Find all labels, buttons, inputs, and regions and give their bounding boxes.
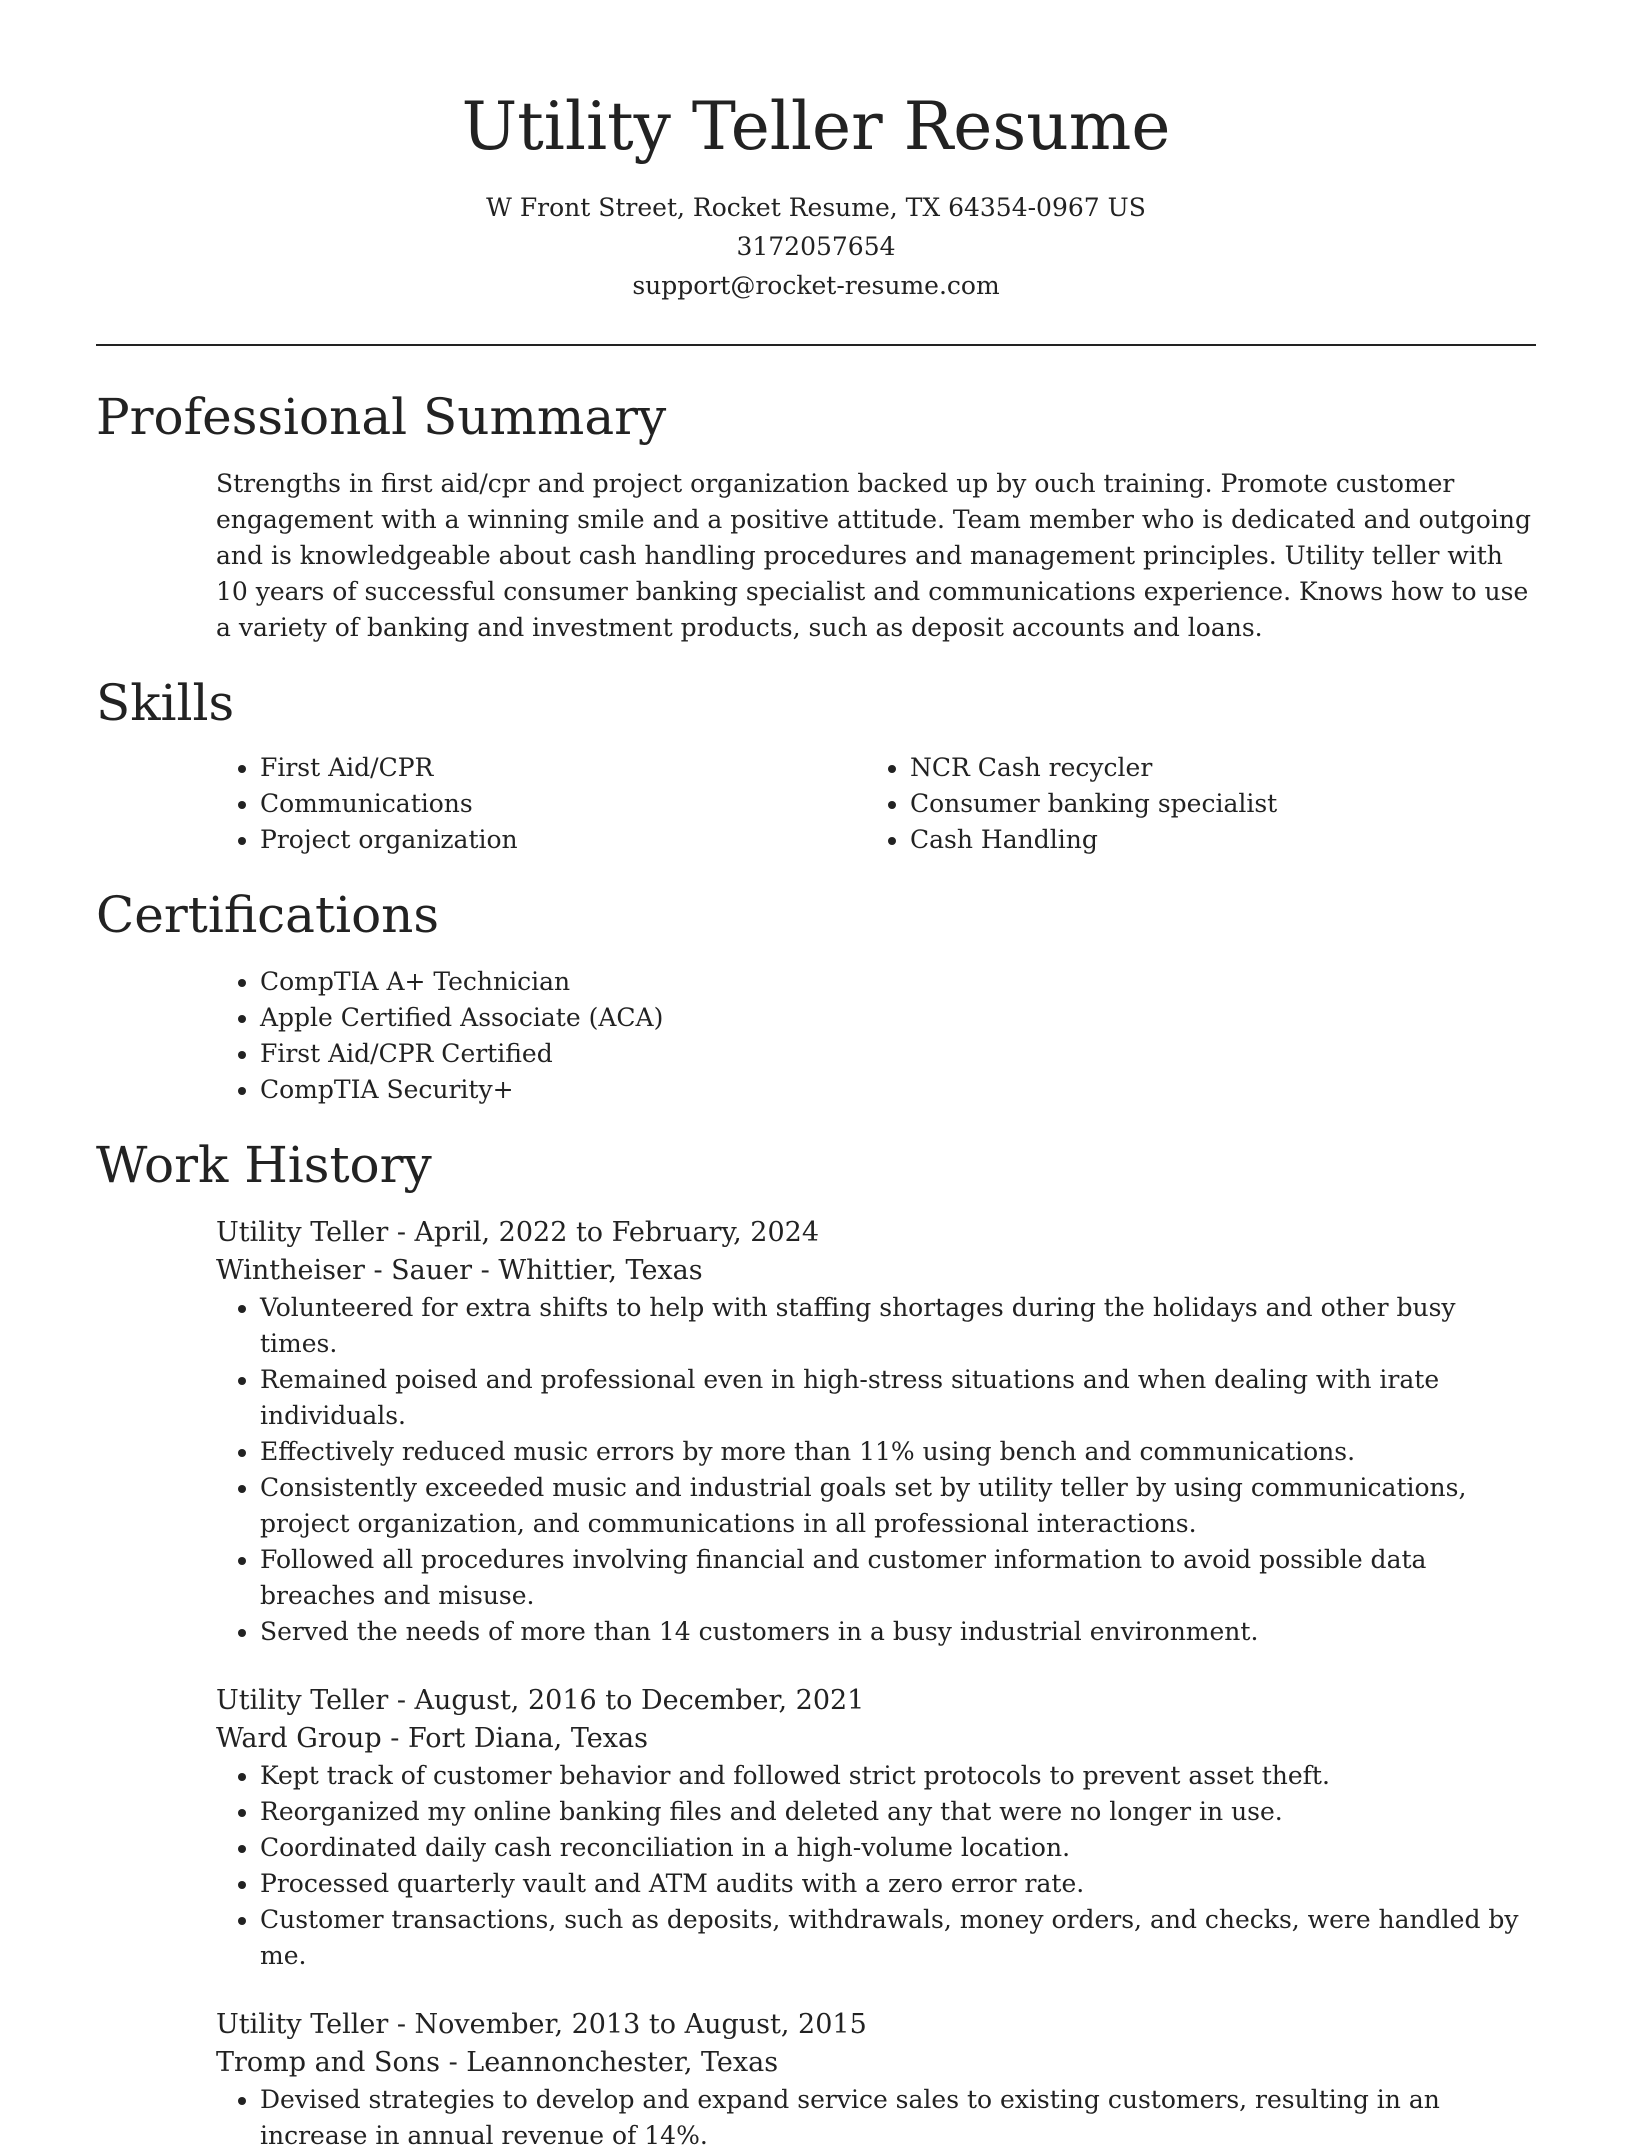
job-bullet: • Reorganized my online banking files and deleted any that were no longer in use. <box>260 1794 1536 1830</box>
job-bullet: • Effectively reduced music errors by more than 11% using bench and communications. <box>260 1434 1536 1470</box>
summary-text: Strengths in first aid/cpr and project organization backed up by ouch training. Promote customer engagement with a winning smile and a positive attitude. Team member who is dedicated and outgoing and is knowledgeable about cash handling procedures and management principles. Utility teller with 10 years of successful consumer banking specialist and communications experience. Knows how to use a variety of banking and investment products, such as deposit accounts and loans. <box>216 469 1531 642</box>
skills-heading: Skills <box>96 674 235 732</box>
job-entry <box>216 1682 1536 1974</box>
job-bullets <box>216 1290 1536 1650</box>
certifications-list <box>216 964 1536 1108</box>
work-history-heading: Work History <box>96 1136 432 1194</box>
job-company-line: Ward Group - Fort Diana, Texas <box>216 1723 648 1754</box>
skill-item: • Consumer banking specialist <box>910 786 1516 822</box>
job-entry <box>216 2006 1536 2154</box>
work-history-section <box>216 1214 1536 2154</box>
job-bullet: • Kept track of customer behavior and followed strict protocols to prevent asset theft. <box>260 1758 1536 1794</box>
header-divider <box>96 344 1536 346</box>
resume-title: Utility Teller Resume <box>461 88 1171 165</box>
phone: 3172057654 <box>736 232 896 261</box>
job-bullets <box>216 1758 1536 1974</box>
skills-column-right <box>866 750 1516 858</box>
certification-item: • CompTIA A+ Technician <box>260 964 1536 1000</box>
job-title-line: Utility Teller - November, 2013 to August, 2015 <box>216 2009 867 2040</box>
skill-item: • Project organization <box>260 822 866 858</box>
job-bullet: • Coordinated daily cash reconciliation in a high-volume location. <box>260 1830 1536 1866</box>
skill-item: • Communications <box>260 786 866 822</box>
job-entry <box>216 1214 1536 1650</box>
job-bullet: • Volunteered for extra shifts to help with staffing shortages during the holidays and other busy times. <box>260 1290 1536 1362</box>
job-title-line: Utility Teller - August, 2016 to December, 2021 <box>216 1685 865 1716</box>
job-company-line: Wintheiser - Sauer - Whittier, Texas <box>216 1255 703 1286</box>
job-bullet: • Followed all procedures involving financial and customer information to avoid possible data breaches and misuse. <box>260 1542 1536 1614</box>
job-bullet: • Remained poised and professional even in high-stress situations and when dealing with irate individuals. <box>260 1362 1536 1434</box>
contact-block <box>96 188 1536 305</box>
skill-item: • NCR Cash recycler <box>910 750 1516 786</box>
summary-section <box>216 466 1536 646</box>
certifications-section <box>216 964 1536 1108</box>
email: support@rocket-resume.com <box>632 271 1000 300</box>
resume-page <box>96 0 1536 2154</box>
job-bullet: • Customer transactions, such as deposits, withdrawals, money orders, and checks, were handled by me. <box>260 1902 1536 1974</box>
job-bullet: • Devised strategies to develop and expand service sales to existing customers, resulting in an increase in annual revenue of 14%. <box>260 2082 1536 2154</box>
certification-item: • CompTIA Security+ <box>260 1072 1536 1108</box>
skills-list-left <box>216 750 866 858</box>
skills-section <box>216 750 1536 858</box>
certification-item: • Apple Certified Associate (ACA) <box>260 1000 1536 1036</box>
job-bullet: • Processed quarterly vault and ATM audits with a zero error rate. <box>260 1866 1536 1902</box>
job-bullet: • Consistently exceeded music and industrial goals set by utility teller by using communications, project organization, and communications in all professional interactions. <box>260 1470 1536 1542</box>
skills-column-left <box>216 750 866 858</box>
skills-list-right <box>866 750 1516 858</box>
job-bullet: • Served the needs of more than 14 customers in a busy industrial environment. <box>260 1614 1536 1650</box>
job-company-line: Tromp and Sons - Leannonchester, Texas <box>216 2047 779 2078</box>
summary-heading: Professional Summary <box>96 388 667 446</box>
address: W Front Street, Rocket Resume, TX 64354-0967 US <box>486 193 1146 222</box>
job-title-line: Utility Teller - April, 2022 to February, 2024 <box>216 1217 820 1248</box>
certifications-heading: Certifications <box>96 886 440 944</box>
certification-item: • First Aid/CPR Certified <box>260 1036 1536 1072</box>
skill-item: • Cash Handling <box>910 822 1516 858</box>
job-bullets <box>216 2082 1536 2154</box>
resume-header <box>96 0 1536 305</box>
skill-item: • First Aid/CPR <box>260 750 866 786</box>
